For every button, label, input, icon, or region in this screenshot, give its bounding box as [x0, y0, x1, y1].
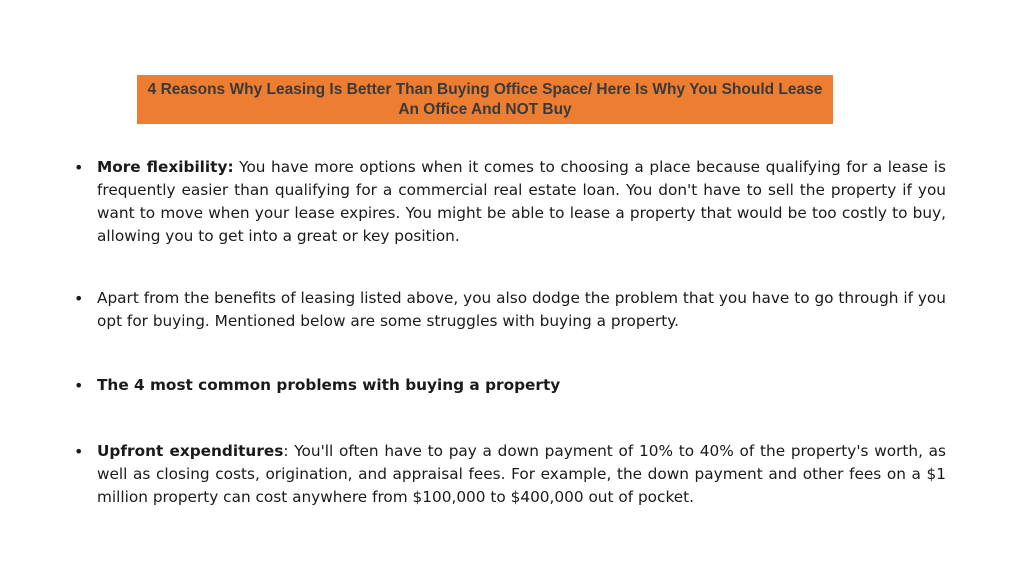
bullet-common-problems — [74, 374, 946, 397]
bullet-text — [97, 440, 946, 509]
bullet-heading: Upfront expenditures — [97, 442, 284, 460]
bullet-text — [97, 287, 946, 333]
bullet-content: You have more options when it comes to choosing a place because qualifying for a lease is frequently easier than qualifying for a commercial real estate loan. You don't have to sell the property if you want to move when your lease expires. You might be able to lease a property that would be too costly to buy, allowing you to get into a great or key position. — [97, 158, 946, 245]
bullet-content: : You'll often have to pay a down payment of 10% to 40% of the property's worth, as well as closing costs, origination, and appraisal fees. For example, the down payment and other fees on a $1 million property can cost anywhere from $100,000 to $400,000 out of pocket. — [97, 442, 947, 506]
bullet-more-flexibility — [74, 156, 946, 248]
bullet-apart-from-benefits — [74, 287, 946, 333]
bullet-heading: More flexibility: — [97, 158, 234, 176]
bullet-marker: • — [74, 376, 84, 395]
bullet-text — [97, 374, 946, 397]
bullet-text — [97, 156, 946, 248]
bullet-upfront-expenditures — [74, 440, 946, 509]
bullet-marker: • — [74, 158, 84, 177]
bullet-heading: The 4 most common problems with buying a property — [97, 376, 561, 394]
bullet-marker: • — [74, 442, 84, 461]
slide-title: 4 Reasons Why Leasing Is Better Than Buying Office Space/ Here Is Why You Should Lease An Office And NOT Buy — [147, 80, 823, 118]
bullet-marker: • — [74, 289, 84, 308]
bullet-content: Apart from the benefits of leasing listed above, you also dodge the problem that you have to go through if you opt for buying. Mentioned below are some struggles with buying a property. — [97, 289, 946, 330]
title-banner — [137, 75, 833, 124]
